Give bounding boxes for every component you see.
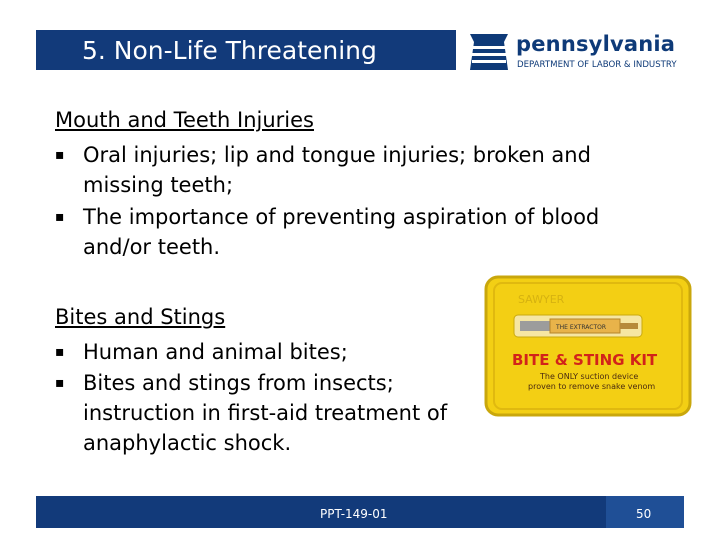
page-number-box [606, 496, 684, 528]
section-heading-bites-stings: Bites and Stings [55, 305, 226, 329]
bullet-text: Oral injuries; lip and tongue injuries; broken and missing teeth; [83, 143, 591, 197]
bullet-marker: ▪ [55, 375, 65, 391]
section-heading-mouth-teeth: Mouth and Teeth Injuries [55, 108, 314, 132]
bite-sting-kit-image [484, 273, 694, 419]
bullet-text: The importance of preventing aspiration of blood and/or teeth. [83, 205, 600, 259]
logo-wordmark: pennsylvania [516, 32, 676, 56]
pennsylvania-logo [466, 30, 696, 76]
kit-device-label: THE EXTRACTOR [556, 324, 607, 331]
kit-tagline-2: proven to remove snake venom [528, 382, 656, 391]
kit-brand-label: SAWYER [518, 293, 565, 306]
bullet-item [55, 140, 635, 200]
kit-tagline-1: The ONLY suction device [540, 372, 639, 381]
bullet-marker: ▪ [55, 147, 65, 163]
kit-headline: BITE & STING KIT [512, 351, 658, 369]
bullet-text: Bites and stings from insects; instruction in first-aid treatment of anaphylactic shock. [83, 371, 448, 455]
logo-subtitle: DEPARTMENT OF LABOR & INDUSTRY [517, 60, 677, 70]
bullet-item [55, 337, 475, 367]
footer-code: PPT-149-01 [320, 507, 388, 521]
bullet-marker: ▪ [55, 344, 65, 360]
page-number: 50 [636, 507, 652, 521]
keystone-icon [466, 32, 512, 72]
bullet-item [55, 202, 635, 262]
slide-title: 5. Non-Life Threatening [36, 30, 456, 70]
bullet-text: Human and animal bites; [83, 340, 348, 364]
bullet-marker: ▪ [55, 209, 65, 225]
bullet-item [55, 368, 475, 458]
